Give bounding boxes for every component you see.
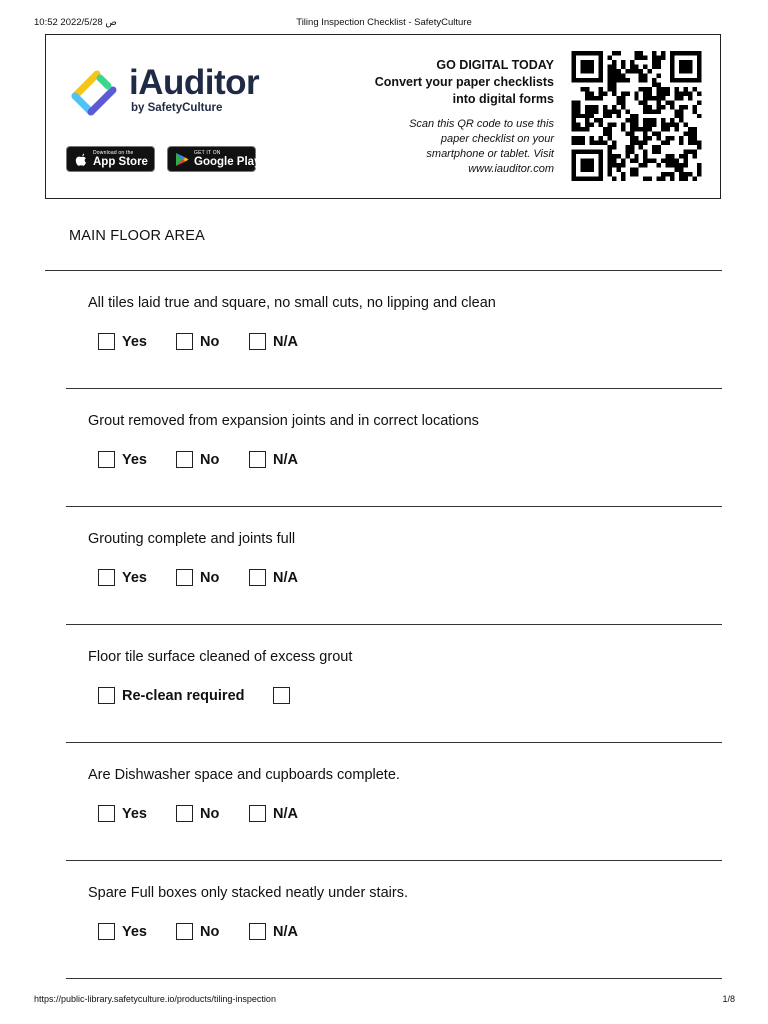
- option-label: No: [200, 924, 220, 940]
- option-label: N/A: [273, 452, 298, 468]
- checkbox[interactable]: [98, 333, 115, 350]
- option-label: N/A: [273, 570, 298, 586]
- checkbox[interactable]: [98, 923, 115, 940]
- item-divider: [66, 742, 722, 743]
- item-divider: [66, 506, 722, 507]
- option-label: Yes: [122, 334, 147, 350]
- checkbox[interactable]: [176, 923, 193, 940]
- brand-subtitle: by SafetyCulture: [131, 102, 223, 114]
- checkbox[interactable]: [98, 451, 115, 468]
- section-title: MAIN FLOOR AREA: [69, 228, 205, 244]
- item-divider: [66, 860, 722, 861]
- checkbox[interactable]: [176, 333, 193, 350]
- page-number: 1/8: [722, 994, 735, 1004]
- checkbox[interactable]: [176, 569, 193, 586]
- question-text: All tiles laid true and square, no small cuts, no lipping and clean: [88, 295, 496, 311]
- checkbox[interactable]: [98, 805, 115, 822]
- question-text: Grout removed from expansion joints and in correct locations: [88, 413, 479, 429]
- option-label: N/A: [273, 334, 298, 350]
- checkbox[interactable]: [249, 923, 266, 940]
- google-play-label: Google Play: [194, 156, 261, 168]
- question-text: Spare Full boxes only stacked neatly under stairs.: [88, 885, 408, 901]
- google-play-button[interactable]: [167, 146, 261, 172]
- question-text: Are Dishwasher space and cupboards complete.: [88, 767, 400, 783]
- checkbox[interactable]: [249, 569, 266, 586]
- section-divider: [45, 270, 722, 271]
- option-label: N/A: [273, 806, 298, 822]
- option-label: N/A: [273, 924, 298, 940]
- checkbox[interactable]: [98, 569, 115, 586]
- checkbox[interactable]: [249, 451, 266, 468]
- app-store-button[interactable]: [66, 146, 155, 172]
- print-title: Tiling Inspection Checklist - SafetyCulture: [296, 17, 472, 28]
- option-label: No: [200, 452, 220, 468]
- question-text: Grouting complete and joints full: [88, 531, 296, 547]
- option-label: Yes: [122, 924, 147, 940]
- item-divider: [66, 388, 722, 389]
- qr-code-icon: [570, 51, 703, 181]
- promo-heading: GO DIGITAL TODAY: [436, 58, 554, 72]
- checkbox[interactable]: [176, 805, 193, 822]
- option-label: Re-clean required: [122, 688, 245, 704]
- app-store-small-label: Download on the: [93, 150, 134, 156]
- option-label: No: [200, 806, 220, 822]
- brand-name: iAuditor: [129, 63, 260, 102]
- promo-text: [364, 57, 554, 177]
- checkbox[interactable]: [273, 687, 290, 704]
- option-label: No: [200, 334, 220, 350]
- checkbox[interactable]: [249, 333, 266, 350]
- checkbox[interactable]: [249, 805, 266, 822]
- option-label: Yes: [122, 806, 147, 822]
- item-divider: [66, 624, 722, 625]
- option-label: No: [200, 570, 220, 586]
- promo-note: Scan this QR code to use this paper checklist on your smartphone or tablet. Visit www.iauditor.com: [409, 118, 554, 175]
- promo-subheading: Convert your paper checklists into digital forms: [374, 75, 554, 106]
- option-label: Yes: [122, 570, 147, 586]
- checkbox[interactable]: [98, 687, 115, 704]
- item-divider: [66, 978, 722, 979]
- print-date: 10:52 2022/5/28 ص: [34, 17, 117, 28]
- checkbox[interactable]: [176, 451, 193, 468]
- google-play-icon: [175, 152, 189, 167]
- footer-url: https://public-library.safetyculture.io/products/tiling-inspection: [34, 994, 276, 1004]
- question-text: Floor tile surface cleaned of excess grout: [88, 649, 353, 665]
- apple-icon: [74, 152, 88, 167]
- iauditor-logo-icon: [67, 69, 119, 119]
- option-label: Yes: [122, 452, 147, 468]
- app-store-label: App Store: [93, 156, 148, 168]
- google-play-small-label: GET IT ON: [194, 150, 221, 156]
- iauditor-banner: [45, 34, 721, 199]
